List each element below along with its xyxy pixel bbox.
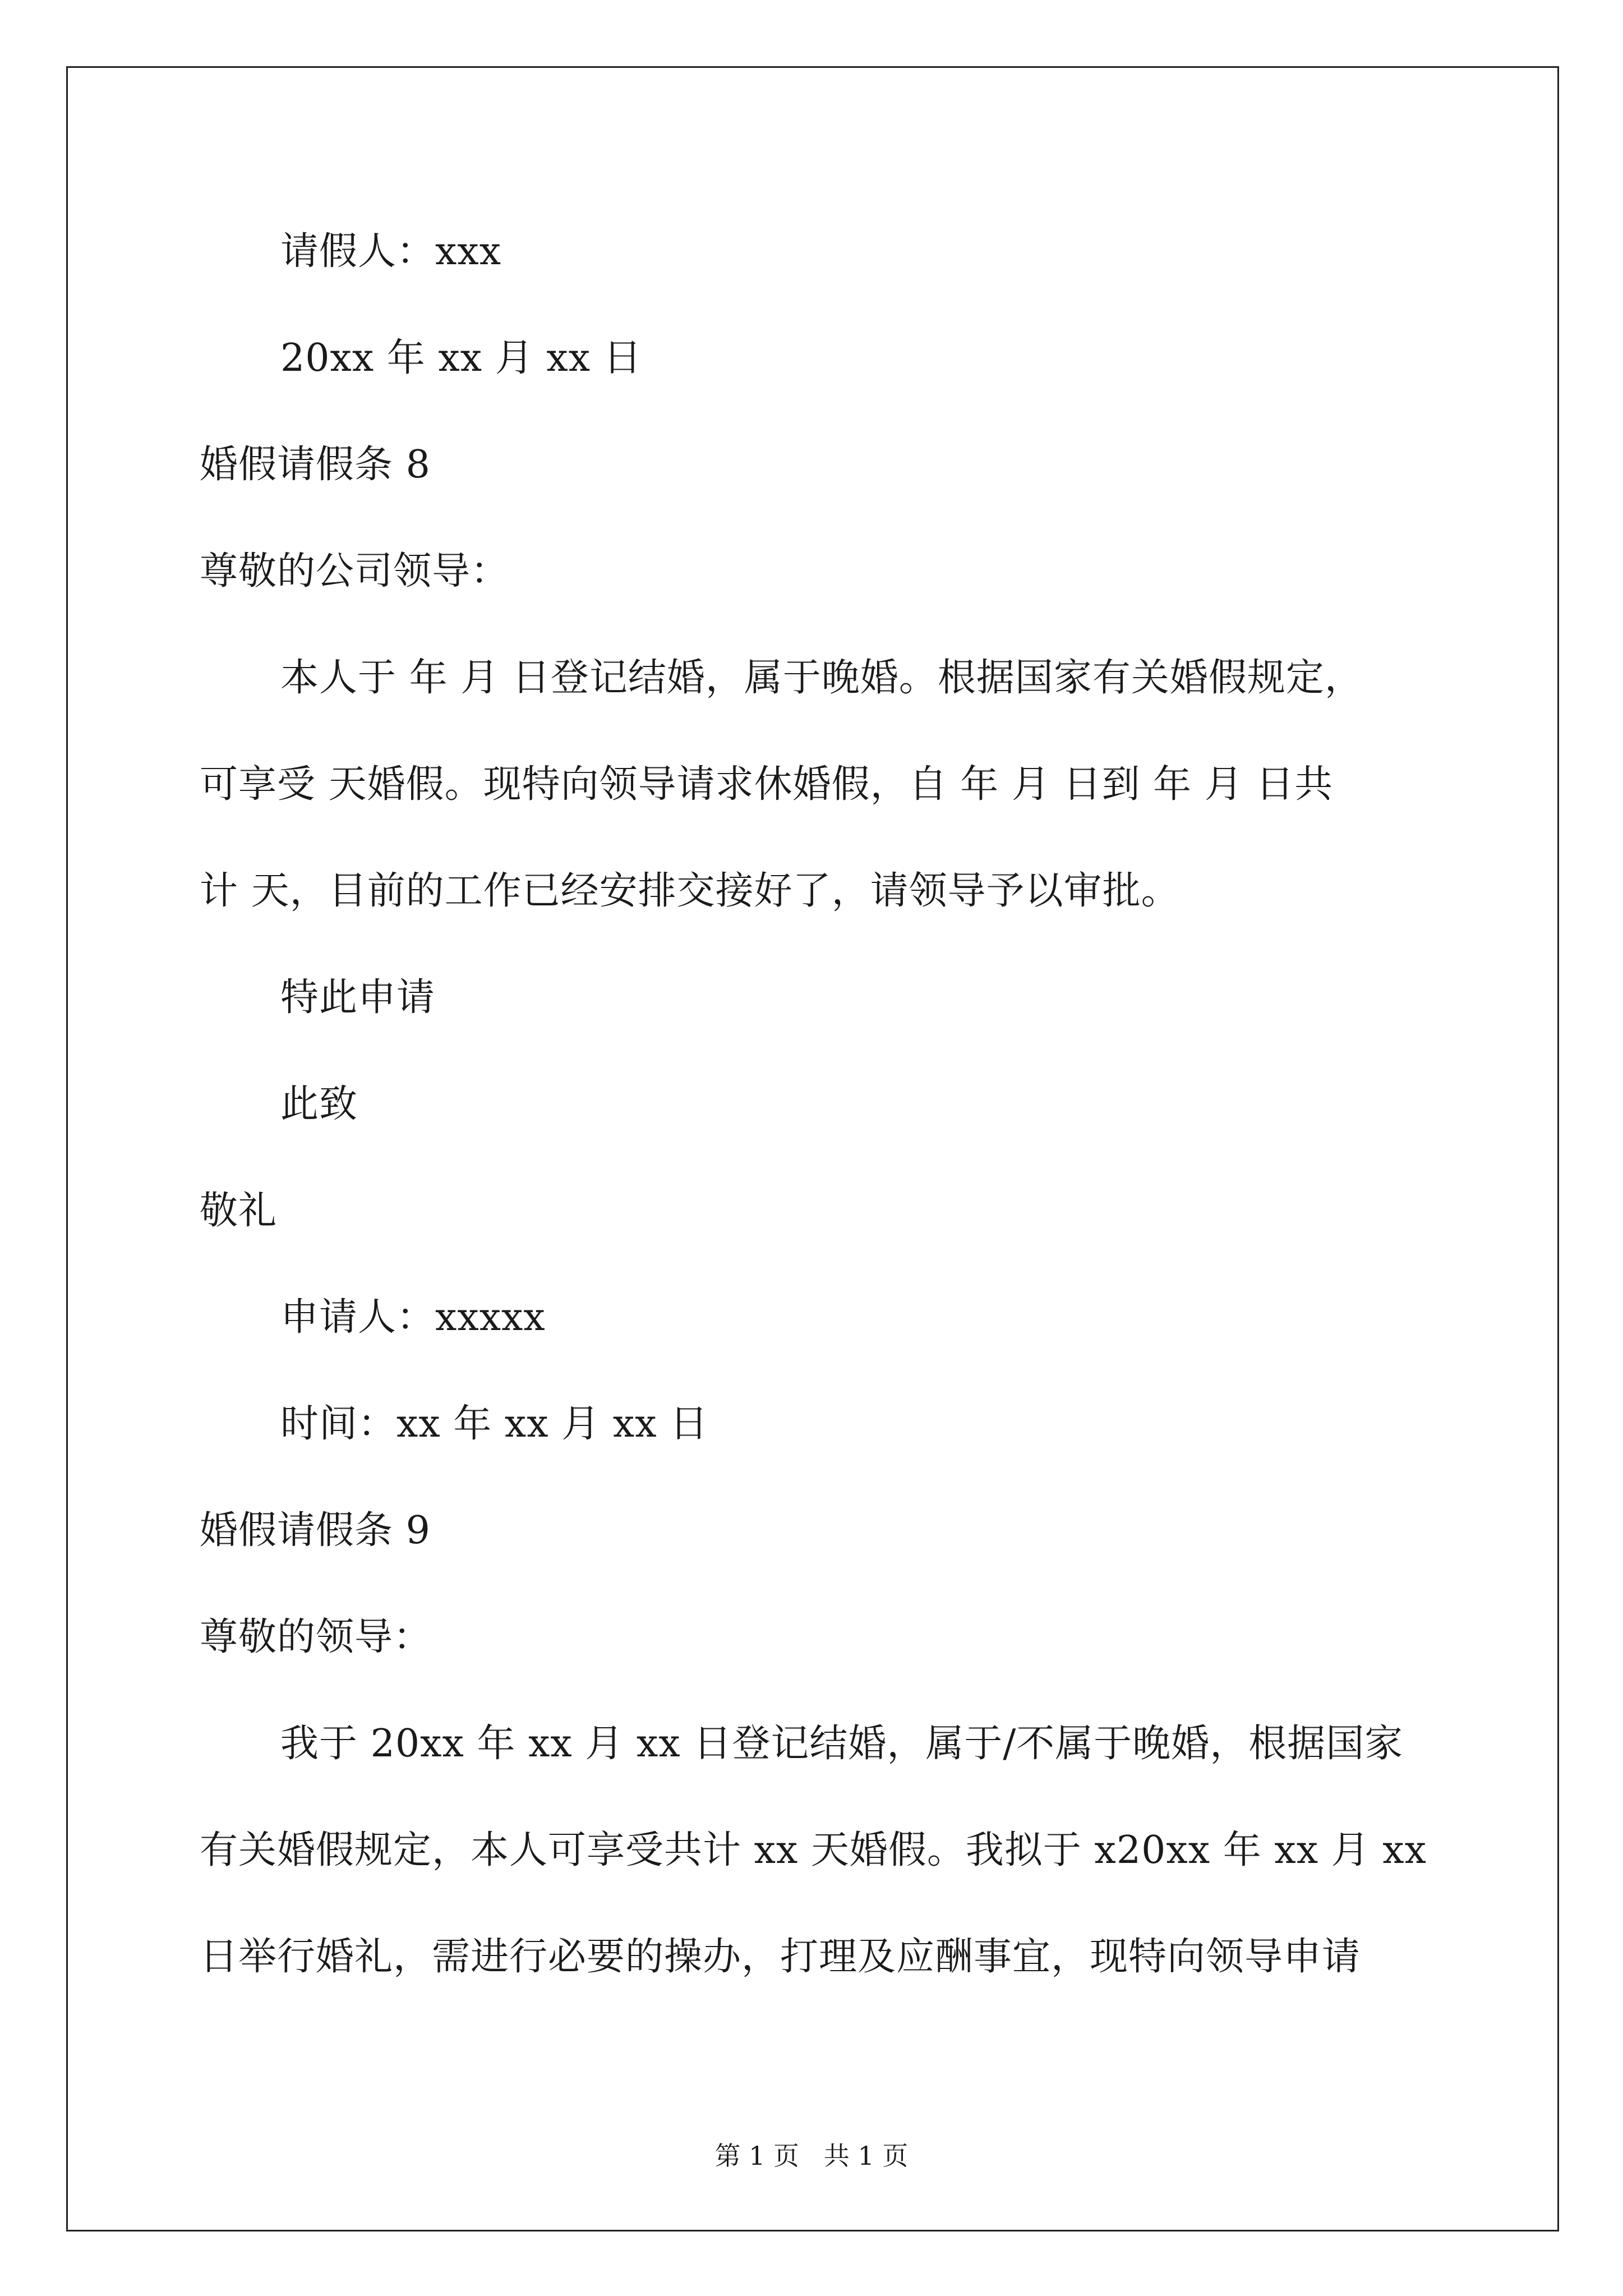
body-paragraph-line: 我于 20xx 年 xx 月 xx 日登记结婚，属于/不属于晚婚，根据国家 xyxy=(280,1722,1404,1766)
salutation-line: 尊敬的领导： xyxy=(200,1615,432,1659)
time-line: 时间：xx 年 xx 月 xx 日 xyxy=(280,1402,709,1446)
section-title-9: 婚假请假条 9 xyxy=(200,1508,431,1553)
date-line: 20xx 年 xx 月 xx 日 xyxy=(280,336,642,380)
page-footer: 第 1 页 共 1 页 xyxy=(714,2141,909,2171)
body-paragraph-line: 可享受 天婚假。现特向领导请求休婚假，自 年 月 日到 年 月 日共 xyxy=(200,762,1334,807)
closing-regards-line: 此致 xyxy=(280,1082,358,1126)
salutation-line: 尊敬的公司领导： xyxy=(200,549,510,593)
body-paragraph-line: 计 天，目前的工作已经安排交接好了，请领导予以审批。 xyxy=(200,869,1180,913)
section-title-8: 婚假请假条 8 xyxy=(200,443,431,487)
closing-request-line: 特此申请 xyxy=(280,976,436,1020)
body-paragraph-line: 日举行婚礼，需进行必要的操办，打理及应酬事宜，现特向领导申请 xyxy=(200,1935,1361,1979)
body-paragraph-line: 本人于 年 月 日登记结婚，属于晚婚。根据国家有关婚假规定， xyxy=(280,656,1363,700)
applicant-line: 请假人：xxx xyxy=(280,229,502,274)
applicant-name-line: 申请人：xxxxx xyxy=(280,1295,546,1340)
page-border xyxy=(66,66,1559,2231)
body-paragraph-line: 有关婚假规定，本人可享受共计 xx 天婚假。我拟于 x20xx 年 xx 月 xx xyxy=(200,1828,1427,1872)
closing-respect-line: 敬礼 xyxy=(200,1189,278,1233)
